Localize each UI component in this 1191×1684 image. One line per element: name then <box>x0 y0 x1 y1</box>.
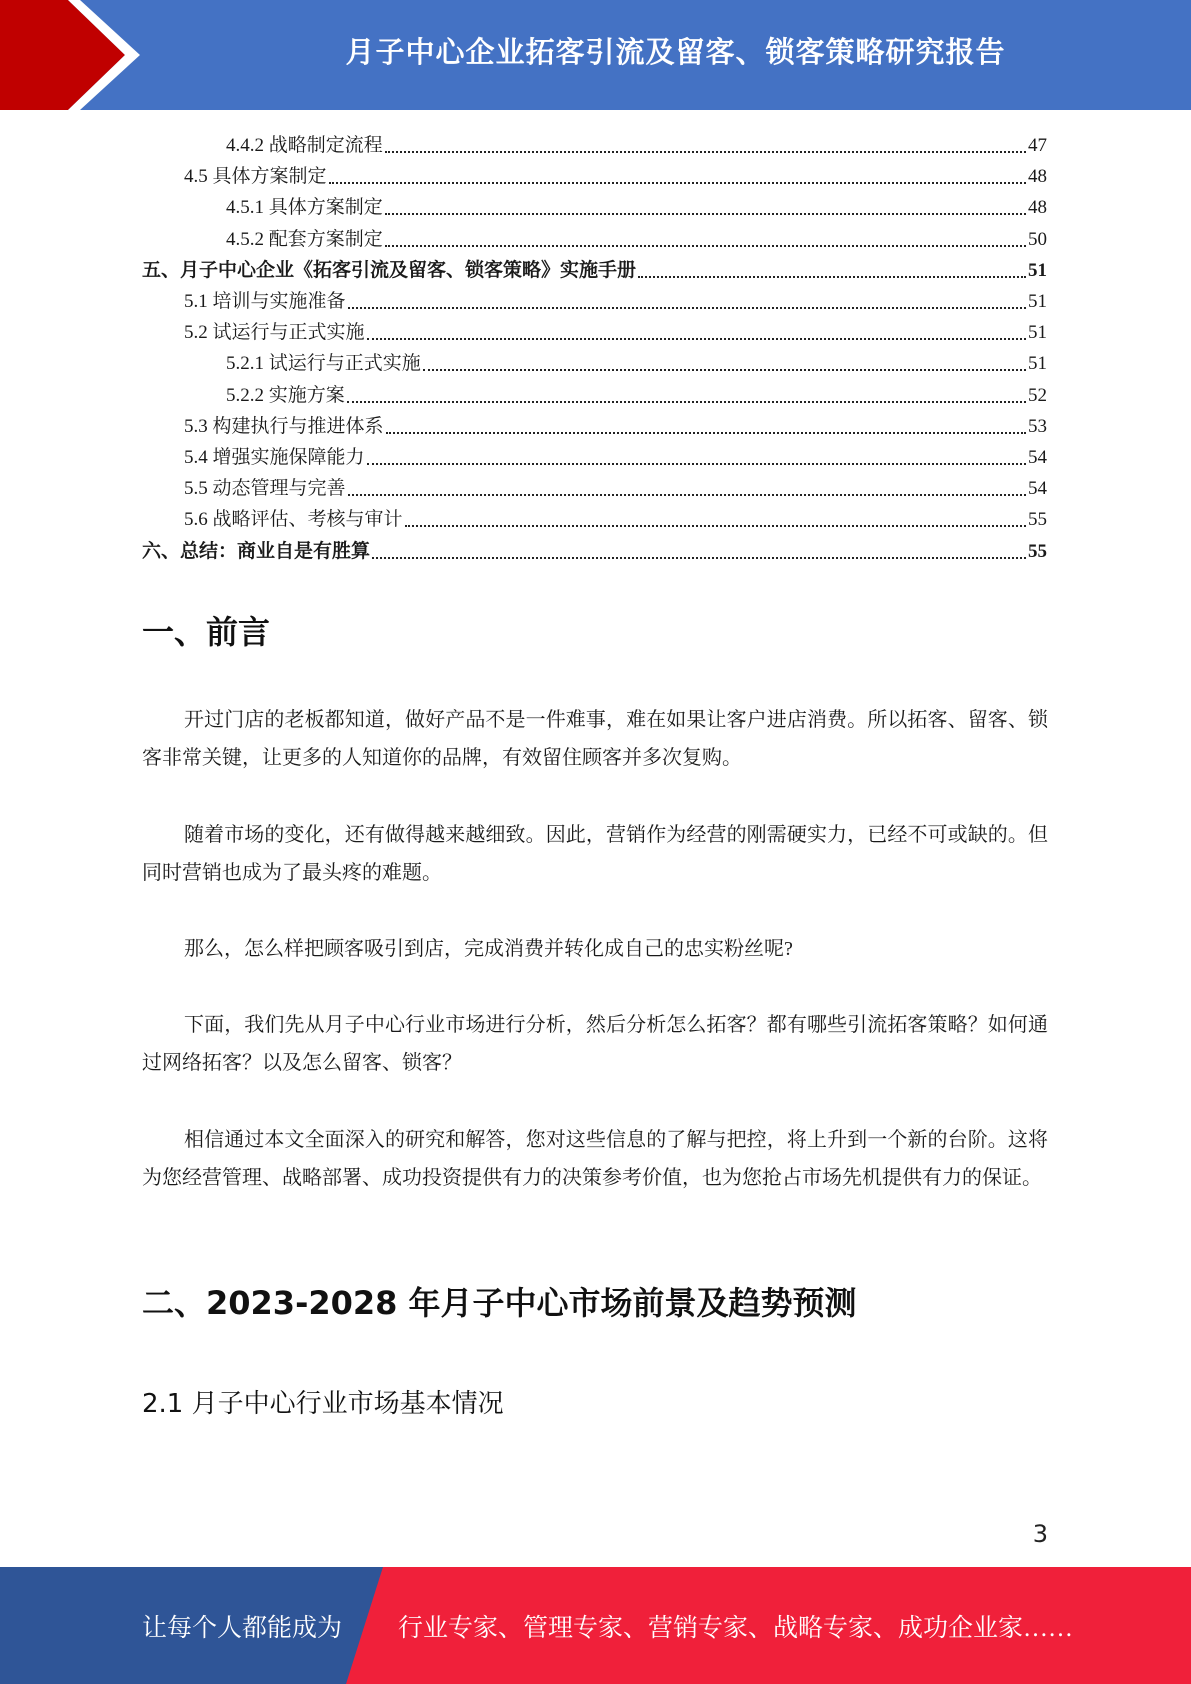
toc-entry[interactable] <box>184 470 1047 500</box>
toc-dot-leader <box>329 181 1026 184</box>
toc-dot-leader <box>348 493 1026 496</box>
toc-page-number: 54 <box>1028 447 1047 468</box>
toc-dot-leader <box>405 524 1026 527</box>
paragraph: 随着市场的变化，还有做得越来越细致。因此，营销作为经营的刚需硬实力，已经不可或缺的。但同时营销也成为了最头疼的难题。 <box>142 824 1048 884</box>
toc-page-number: 48 <box>1028 166 1047 188</box>
paragraph: 下面，我们先从月子中心行业市场进行分析，然后分析怎么拓客？都有哪些引流拓客策略？如何通过网络拓客？以及怎么留客、锁客？ <box>142 1014 1048 1074</box>
toc-entry-title: 5.2 试运行与正式实施 <box>184 322 365 344</box>
toc-page-number: 54 <box>1028 478 1047 500</box>
page-footer <box>0 1567 1191 1684</box>
toc-entry[interactable] <box>226 377 1047 407</box>
toc-page-number: 52 <box>1028 384 1047 406</box>
header-chevron-decoration <box>0 0 160 110</box>
toc-dot-leader <box>367 462 1026 465</box>
toc-page-number: 55 <box>1028 540 1047 562</box>
toc-page-number: 51 <box>1028 353 1047 375</box>
toc-dot-leader <box>367 337 1026 340</box>
toc-entry-title: 4.4.2 战略制定流程 <box>226 135 383 156</box>
toc-entry-title: 5.5 动态管理与完善 <box>184 478 346 500</box>
toc-entry-title: 4.5 具体方案制定 <box>184 166 327 188</box>
toc-entry-title: 5.1 培训与实施准备 <box>184 291 346 312</box>
section-heading-market-outlook: 二、2023-2028 年月子中心市场前景及趋势预测 <box>142 1284 857 1322</box>
toc-entry[interactable] <box>184 408 1047 438</box>
toc-page-number: 51 <box>1028 259 1047 281</box>
toc-entry[interactable] <box>184 439 1047 469</box>
toc-entry[interactable] <box>184 158 1047 188</box>
toc-entry-title: 六、总结：商业自是有胜算 <box>142 540 371 562</box>
toc-dot-leader <box>372 556 1026 559</box>
toc-entry[interactable] <box>226 189 1047 219</box>
toc-entry-title: 5.3 构建执行与推进体系 <box>184 415 384 437</box>
toc-entry[interactable] <box>184 501 1047 531</box>
page-header <box>0 0 1191 110</box>
section-heading-preface: 一、前言 <box>142 613 271 651</box>
footer-slogan-right: 行业专家、管理专家、营销专家、战略专家、成功企业家…… <box>398 1614 1074 1642</box>
toc-entry-title: 5.6 战略评估、考核与审计 <box>184 509 403 531</box>
paragraph: 相信通过本文全面深入的研究和解答，您对这些信息的了解与把控，将上升到一个新的台阶。这将为您经营管理、战略部署、成功投资提供有力的决策参考价值，也为您抢占市场先机提供有力的保证。 <box>142 1129 1048 1189</box>
toc-dot-leader <box>385 244 1026 247</box>
toc-entry[interactable] <box>142 533 1047 563</box>
toc-dot-leader <box>386 431 1026 434</box>
toc-entry-title: 5.2.2 实施方案 <box>226 384 345 406</box>
toc-entry[interactable] <box>226 127 1047 157</box>
toc-entry[interactable] <box>226 345 1047 375</box>
report-title: 月子中心企业拓客引流及留客、锁客策略研究报告 <box>345 34 1006 69</box>
toc-dot-leader <box>638 275 1026 278</box>
paragraph: 开过门店的老板都知道，做好产品不是一件难事，难在如果让客户进店消费。所以拓客、留客、锁客非常关键，让更多的人知道你的品牌，有效留住顾客并多次复购。 <box>142 709 1048 769</box>
toc-entry-title: 5.4 增强实施保障能力 <box>184 447 365 468</box>
toc-entry[interactable] <box>184 314 1047 344</box>
toc-entry[interactable] <box>226 221 1047 251</box>
toc-page-number: 51 <box>1028 291 1047 312</box>
subsection-heading: 2.1 月子中心行业市场基本情况 <box>142 1389 504 1419</box>
toc-entry-title: 4.5.2 配套方案制定 <box>226 228 383 250</box>
toc-entry-title: 五、月子中心企业《拓客引流及留客、锁客策略》实施手册 <box>142 259 637 281</box>
toc-dot-leader <box>348 306 1026 309</box>
toc-entry[interactable] <box>184 283 1047 313</box>
page-number: 3 <box>1032 1520 1048 1548</box>
toc-page-number: 50 <box>1028 228 1047 250</box>
toc-page-number: 47 <box>1028 135 1047 156</box>
paragraph: 那么，怎么样把顾客吸引到店，完成消费并转化成自己的忠实粉丝呢? <box>184 938 793 960</box>
toc-dot-leader <box>347 400 1026 403</box>
toc-dot-leader <box>423 368 1026 371</box>
toc-page-number: 51 <box>1028 322 1047 344</box>
toc-page-number: 48 <box>1028 197 1047 219</box>
toc-dot-leader <box>385 150 1026 153</box>
toc-entry-title: 5.2.1 试运行与正式实施 <box>226 353 421 375</box>
toc-entry[interactable] <box>142 252 1047 282</box>
toc-page-number: 55 <box>1028 509 1047 531</box>
footer-slogan-left: 让每个人都能成为 <box>142 1614 343 1642</box>
toc-page-number: 53 <box>1028 415 1047 437</box>
toc-dot-leader <box>385 212 1026 215</box>
toc-entry-title: 4.5.1 具体方案制定 <box>226 197 383 219</box>
